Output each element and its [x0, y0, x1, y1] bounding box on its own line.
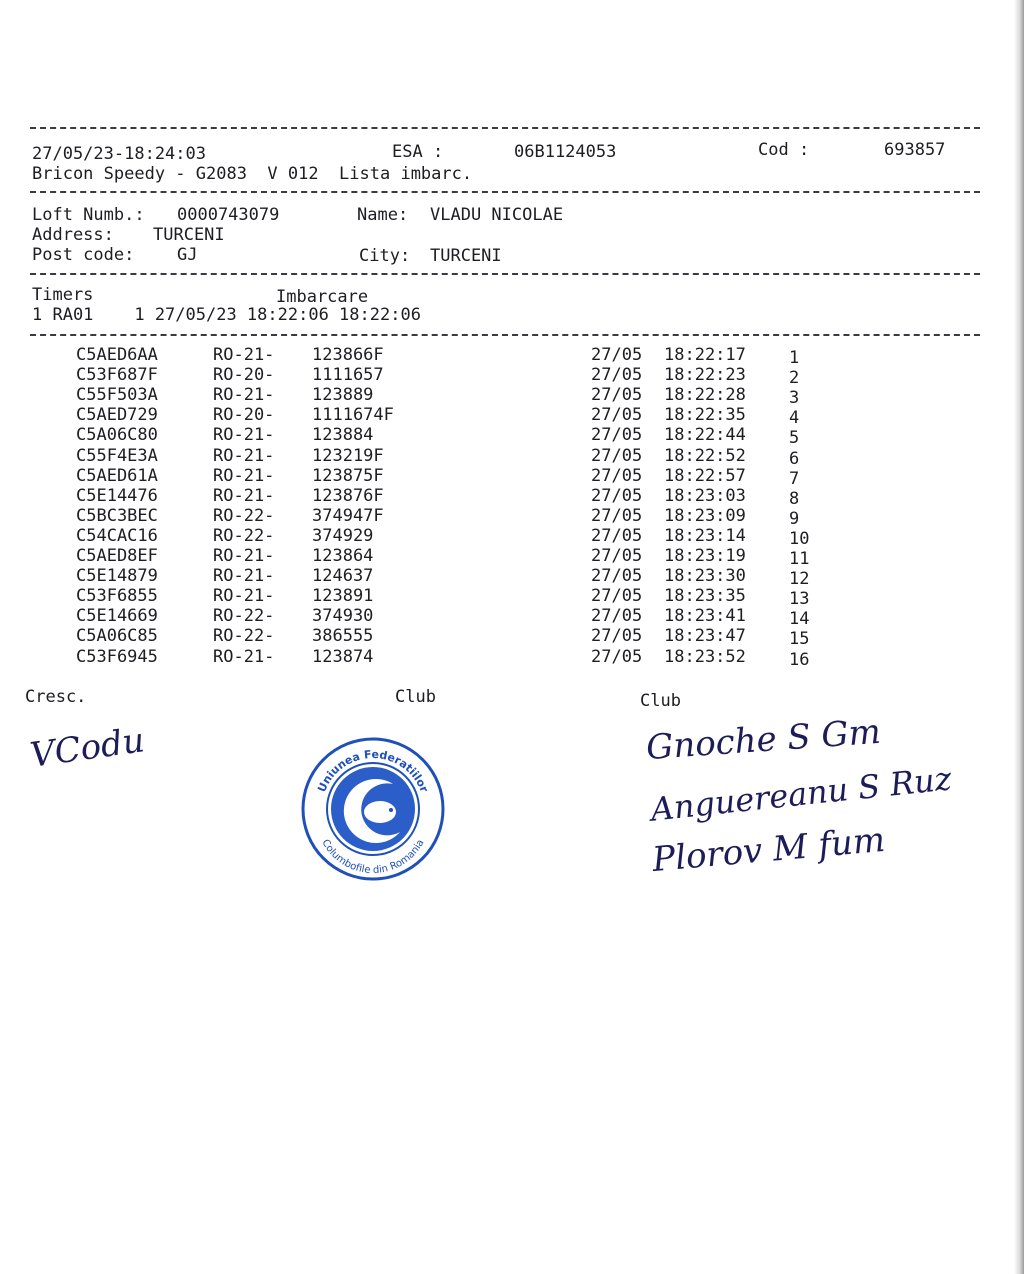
ring-prefix: RO-20- [213, 365, 275, 386]
ring-number: 386555 [312, 626, 374, 647]
arrival-date: 27/05 [591, 586, 643, 607]
arrival-time: 18:23:03 [664, 485, 746, 506]
chip-id: C5BC3BEC [76, 505, 158, 526]
ring-number: 123889 [312, 385, 374, 406]
device-line: Bricon Speedy - G2083 V 012 Lista imbarc. [32, 164, 473, 184]
arrival-order: 2 [789, 368, 800, 389]
separator-header [30, 191, 980, 193]
esa-value: 06B1124053 [514, 142, 617, 162]
arrival-date: 27/05 [591, 405, 643, 426]
ring-prefix: RO-21- [213, 586, 275, 607]
ring-prefix: RO-22- [213, 626, 275, 647]
arrival-time: 18:22:52 [664, 445, 746, 466]
club-label-center: Club [395, 687, 436, 707]
arrival-date: 27/05 [591, 566, 643, 587]
ring-prefix: RO-21- [213, 485, 275, 506]
arrival-order: 1 [789, 348, 800, 368]
club-signature-line-1: Gnoche S Gm [644, 711, 883, 769]
imbarcare-label: Imbarcare [276, 287, 369, 307]
ring-prefix: RO-22- [213, 606, 275, 627]
arrival-time: 18:23:30 [664, 566, 746, 587]
arrival-order: 11 [789, 549, 810, 569]
ring-prefix: RO-21- [213, 445, 275, 466]
ring-number: 123874 [312, 646, 374, 667]
city-label: City: [359, 246, 411, 266]
arrival-time: 18:22:35 [664, 405, 746, 426]
chip-id: C5A06C80 [76, 425, 158, 446]
arrival-order: 12 [789, 569, 810, 590]
chip-id: C53F6945 [76, 646, 158, 667]
ring-number: 123875F [312, 465, 384, 486]
club-signature-line-3: Plorov M fum [650, 819, 887, 881]
ring-number: 374947F [312, 505, 384, 526]
ring-prefix: RO-21- [213, 385, 275, 406]
arrival-date: 27/05 [591, 445, 643, 466]
ring-prefix: RO-22- [213, 525, 275, 546]
arrival-date: 27/05 [591, 385, 643, 406]
address-value: TURCENI [153, 225, 225, 245]
ring-number: 123866F [312, 345, 384, 365]
chip-id: C55F503A [76, 385, 158, 406]
ring-number: 1111674F [312, 405, 394, 426]
cod-label: Cod : [758, 140, 810, 160]
arrival-order: 7 [789, 468, 800, 489]
arrival-time: 18:22:28 [664, 385, 746, 406]
ring-number: 123884 [312, 425, 374, 446]
stamp-top-text: Uniunea Federatiilor [315, 747, 431, 795]
federation-stamp [300, 736, 446, 882]
separator-owner [30, 273, 980, 275]
breeder-label: Cresc. [25, 687, 87, 707]
arrival-date: 27/05 [591, 505, 643, 526]
chip-id: C53F6855 [76, 586, 158, 607]
stamp-bottom-text: Columbofile din Romania [319, 837, 427, 877]
ring-number: 374929 [312, 525, 374, 546]
arrival-time: 18:23:47 [664, 626, 746, 647]
timers-label: Timers [32, 285, 94, 305]
postcode-label: Post code: [32, 245, 135, 265]
arrival-date: 27/05 [591, 465, 643, 486]
ring-prefix: RO-21- [213, 546, 275, 566]
arrival-order: 13 [789, 589, 810, 610]
ring-prefix: RO-21- [213, 465, 275, 486]
arrival-date: 27/05 [591, 525, 643, 546]
arrival-time: 18:23:14 [664, 525, 746, 546]
ring-number: 374930 [312, 606, 374, 627]
chip-id: C5E14476 [76, 485, 158, 506]
ring-number: 124637 [312, 566, 374, 587]
arrival-order: 9 [789, 508, 800, 529]
cod-value: 693857 [884, 140, 946, 160]
arrival-time: 18:23:09 [664, 505, 746, 526]
arrival-order: 6 [789, 448, 800, 469]
city-value: TURCENI [430, 246, 502, 266]
timer-line: 1 RA01 1 27/05/23 18:22:06 18:22:06 [32, 305, 421, 325]
arrival-order: 16 [789, 649, 810, 670]
chip-id: C5A06C85 [76, 626, 158, 647]
separator-timers [30, 334, 980, 336]
chip-id: C5E14879 [76, 566, 158, 587]
arrival-time: 18:22:57 [664, 465, 746, 486]
arrival-order: 4 [789, 408, 800, 429]
arrival-order: 3 [789, 388, 800, 409]
arrival-time: 18:23:19 [664, 546, 746, 566]
ring-prefix: RO-22- [213, 505, 275, 526]
arrival-time: 18:22:44 [664, 425, 746, 446]
loft-label: Loft Numb.: [32, 205, 145, 225]
esa-label: ESA : [392, 142, 444, 162]
arrival-order: 5 [789, 428, 800, 449]
chip-id: C55F4E3A [76, 445, 158, 466]
arrival-time: 18:22:17 [664, 345, 746, 365]
chip-id: C5AED61A [76, 465, 158, 486]
club-signature-line-2: Anguereanu S Ruz [648, 759, 954, 829]
ring-prefix: RO-21- [213, 345, 275, 365]
paper-edge [1014, 0, 1024, 1274]
arrival-time: 18:23:52 [664, 646, 746, 667]
arrival-date: 27/05 [591, 626, 643, 647]
chip-id: C54CAC16 [76, 525, 158, 546]
arrival-date: 27/05 [591, 546, 643, 566]
ring-number: 123219F [312, 445, 384, 466]
ring-prefix: RO-21- [213, 566, 275, 587]
address-label: Address: [32, 225, 114, 245]
arrival-date: 27/05 [591, 425, 643, 446]
ring-number: 123864 [312, 546, 374, 566]
print-datetime: 27/05/23-18:24:03 [32, 144, 206, 164]
ring-prefix: RO-21- [213, 425, 275, 446]
arrival-order: 10 [789, 528, 810, 549]
ring-number: 123891 [312, 586, 374, 607]
arrival-date: 27/05 [591, 485, 643, 506]
chip-id: C5AED729 [76, 405, 158, 426]
ring-number: 123876F [312, 485, 384, 506]
chip-id: C53F687F [76, 365, 158, 386]
arrival-order: 14 [789, 609, 810, 630]
ring-prefix: RO-20- [213, 405, 275, 426]
postcode-value: GJ [177, 245, 198, 265]
chip-id: C5E14669 [76, 606, 158, 627]
ring-number: 1111657 [312, 365, 384, 386]
arrival-order: 8 [789, 488, 800, 509]
club-label-right: Club [640, 691, 681, 711]
arrival-date: 27/05 [591, 646, 643, 667]
owner-name: VLADU NICOLAE [430, 205, 564, 225]
ring-prefix: RO-21- [213, 646, 275, 667]
arrival-date: 27/05 [591, 345, 643, 365]
arrival-time: 18:23:35 [664, 586, 746, 607]
arrival-time: 18:22:23 [664, 365, 746, 386]
chip-id: C5AED8EF [76, 546, 158, 566]
separator-top [30, 127, 980, 129]
breeder-signature: VCodu [27, 720, 147, 776]
name-label: Name: [357, 205, 409, 225]
arrival-date: 27/05 [591, 606, 643, 627]
chip-id: C5AED6AA [76, 345, 158, 365]
arrival-time: 18:23:41 [664, 606, 746, 627]
arrival-order: 15 [789, 629, 810, 650]
loft-number: 0000743079 [177, 205, 280, 225]
arrival-date: 27/05 [591, 365, 643, 386]
